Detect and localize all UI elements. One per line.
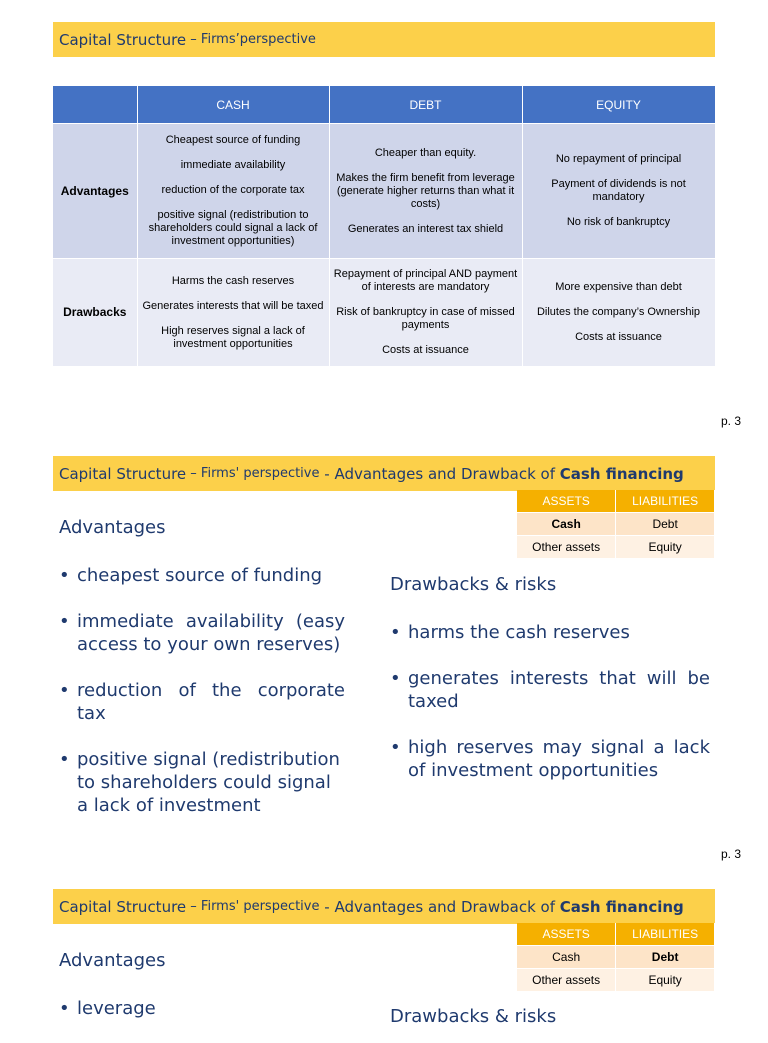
comparison-table — [53, 86, 716, 366]
list-item — [390, 667, 710, 713]
row-label-drawbacks: Drawbacks — [53, 259, 137, 367]
slide3-title-main: Capital Structure — [59, 897, 187, 916]
slide1-title-bar — [53, 22, 715, 57]
slide1-title-main: Capital Structure — [59, 30, 187, 49]
slide3-advantages-list — [59, 997, 345, 1043]
list-item-text: cheapest source of funding — [77, 565, 323, 586]
bs-row — [517, 946, 715, 969]
bullet-icon: • — [59, 998, 70, 1019]
bullet-icon: • — [59, 565, 70, 586]
cell-text: Generates interests that will be taxed — [142, 299, 324, 312]
cell-text: No repayment of principal — [555, 153, 682, 165]
slide3-advantages-heading: Advantages — [59, 950, 166, 971]
cell-text: Risk of bankruptcy in case of missed payments — [336, 306, 515, 331]
cell-text: More expensive than debt — [555, 281, 682, 293]
slide2-advantages-list — [59, 564, 345, 840]
bullet-icon: • — [59, 749, 70, 770]
list-item-text: reduction of the corporate tax — [77, 680, 345, 724]
slide2-title-main: Capital Structure — [59, 464, 187, 483]
bs-cell-other-assets: Other assets — [517, 536, 616, 559]
bs-header-liabilities: LIABILITIES — [616, 923, 715, 946]
slide1-page-number: p. 3 — [721, 414, 742, 428]
header-empty — [53, 86, 137, 124]
cell-text: Makes the firm benefit from leverage (generate higher returns than what it costs) — [336, 171, 515, 210]
cell-equity-advantages — [522, 124, 715, 259]
slide3-balance-sheet — [517, 923, 715, 991]
bs-cell-equity: Equity — [616, 969, 715, 992]
cell-text: Costs at issuance — [382, 344, 469, 356]
cell-debt-advantages — [329, 124, 522, 259]
bullet-icon: • — [390, 737, 401, 758]
advantages-row — [53, 124, 715, 259]
header-cash: CASH — [137, 86, 329, 124]
bs-cell-debt: Debt — [616, 513, 715, 536]
cell-text: Generates an interest tax shield — [347, 222, 504, 235]
slide3-drawbacks-heading: Drawbacks & risks — [390, 1006, 557, 1027]
row-label-advantages: Advantages — [53, 124, 137, 259]
bs-cell-cash: Cash — [517, 946, 616, 969]
bs-header-assets: ASSETS — [517, 490, 616, 513]
bs-cell-equity: Equity — [616, 536, 715, 559]
list-item-text: high reserves may signal a lack of investment opportunities — [408, 737, 710, 781]
list-item — [390, 736, 710, 782]
list-item-text: positive signal (redistribution to shareholders could signal a lack of investment — [77, 749, 340, 816]
bs-header-row — [517, 490, 715, 513]
cell-text: positive signal (redistribution to shareholders could signal a lack of investment opportunities) — [148, 209, 318, 247]
bs-header-assets: ASSETS — [517, 923, 616, 946]
list-item — [59, 610, 345, 656]
header-debt: DEBT — [329, 86, 522, 124]
bs-row — [517, 513, 715, 536]
bs-header-liabilities: LIABILITIES — [616, 490, 715, 513]
cell-text: Cheaper than equity. — [374, 146, 477, 159]
slide1-title-sep: – — [186, 32, 201, 47]
slide2-title-sep: – — [186, 466, 201, 481]
bs-cell-cash: Cash — [517, 513, 616, 536]
slide3-title-bold: Cash financing — [559, 897, 684, 916]
bs-header-row — [517, 923, 715, 946]
slide2-advantages-heading: Advantages — [59, 517, 166, 538]
cell-cash-drawbacks — [137, 259, 329, 367]
cell-text: Costs at issuance — [575, 331, 662, 343]
list-item — [390, 621, 710, 644]
slide2-page-number: p. 3 — [721, 847, 742, 861]
list-item-text: leverage — [77, 998, 156, 1019]
slide3-title-mid: - Advantages and Drawback of — [319, 897, 560, 916]
cell-cash-advantages — [137, 124, 329, 259]
header-equity: EQUITY — [522, 86, 715, 124]
list-item-text: immediate availability (easy access to your own reserves) — [77, 611, 345, 655]
cell-debt-drawbacks — [329, 259, 522, 367]
cell-text: Cheapest source of funding — [165, 134, 301, 146]
list-item-text: generates interests that will be taxed — [408, 668, 710, 712]
slide2-title-mid: - Advantages and Drawback of — [319, 464, 560, 483]
slide2-title-bold: Cash financing — [559, 464, 684, 483]
slide2-drawbacks-heading: Drawbacks & risks — [390, 574, 557, 595]
drawbacks-row — [53, 259, 715, 367]
bs-cell-debt: Debt — [616, 946, 715, 969]
bullet-icon: • — [59, 680, 70, 701]
slide1-title-sub: Firms’perspective — [200, 32, 316, 47]
slide2-title-sub: Firms' perspective — [200, 466, 320, 481]
list-item — [59, 748, 345, 817]
cell-text: reduction of the corporate tax — [161, 184, 305, 196]
bs-cell-other-assets: Other assets — [517, 969, 616, 992]
bs-row — [517, 969, 715, 992]
cell-text: Payment of dividends is not mandatory — [551, 178, 686, 203]
cell-text: Repayment of principal AND payment of interests are mandatory — [333, 268, 518, 293]
list-item — [59, 564, 345, 587]
slide3-title-sub: Firms' perspective — [200, 899, 320, 914]
bs-row — [517, 536, 715, 559]
slide2-balance-sheet — [517, 490, 715, 558]
bullet-icon: • — [59, 611, 70, 632]
bullet-icon: • — [390, 622, 401, 643]
cell-text: immediate availability — [180, 159, 286, 171]
cell-text: High reserves signal a lack of investment opportunities — [161, 324, 305, 350]
cell-equity-drawbacks — [522, 259, 715, 367]
slide2-title-bar — [53, 456, 715, 491]
cell-text: No risk of bankruptcy — [566, 216, 671, 228]
cell-text: Harms the cash reserves — [171, 274, 295, 287]
slide3-title-sep: – — [186, 899, 201, 914]
slide2-drawbacks-list — [390, 621, 710, 805]
cell-text: Dilutes the company’s Ownership — [536, 306, 701, 318]
slide3-title-bar — [53, 889, 715, 924]
list-item-text: harms the cash reserves — [408, 622, 630, 643]
list-item — [59, 679, 345, 725]
comparison-header-row — [53, 86, 715, 124]
list-item — [59, 997, 345, 1020]
bullet-icon: • — [390, 668, 401, 689]
